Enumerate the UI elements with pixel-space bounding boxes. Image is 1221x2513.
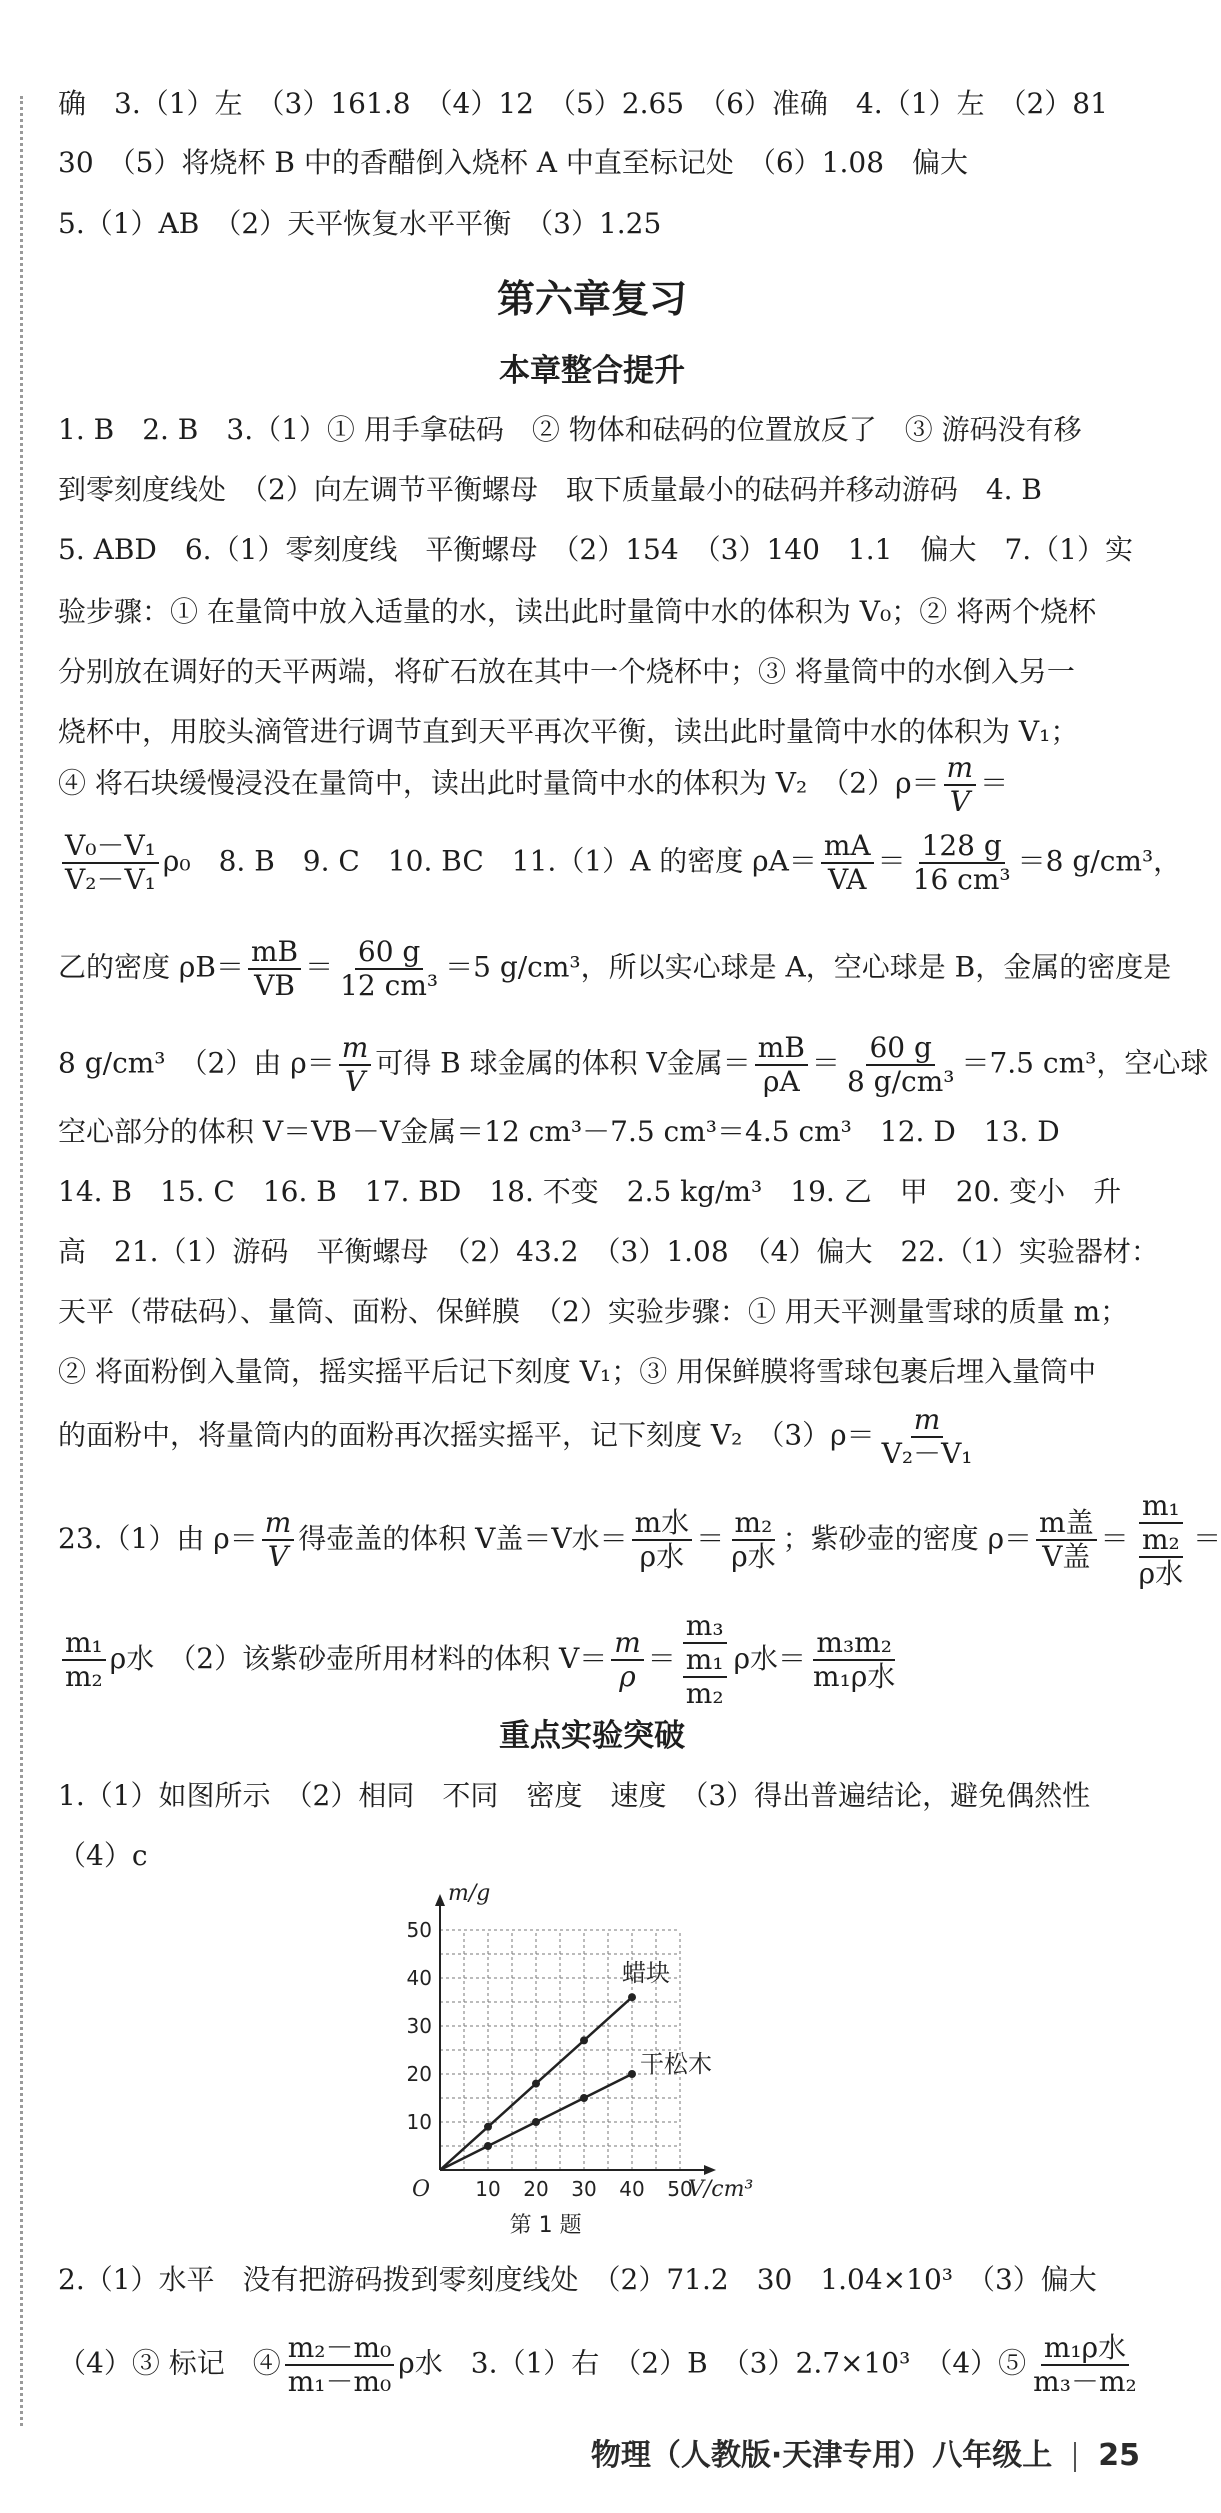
fraction: m盖 V盖 (1036, 1507, 1097, 1573)
text-line: ② 将面粉倒入量筒，摇实摇平后记下刻度 V₁；③ 用保鲜膜将雪球包裹后埋入量筒中 (58, 1355, 1097, 1388)
data-point (484, 2142, 492, 2150)
fraction: $\frac{60 g}{\text{8 g/cm³}}$ (846, 1031, 955, 1099)
text-line: 5. ABD 6.（1）零刻度线 平衡螺母 （2）154 （3）140 1.1 偏大 7.（1）实 (58, 533, 1133, 566)
formula-line: ④ 将石块缓慢浸没在量筒中，读出此时量筒中水的体积为 V₂ （2）ρ＝ $\frac{m}{V}$ ＝ (58, 751, 1009, 819)
text-line: 确 3.（1）左 （3）161.8 （4）12 （5）2.65 （6）准确 4.（1）左 （2）81 (58, 87, 1108, 120)
formula-line: 乙的密度 ρB＝ $\frac{mB}{VB}$ ＝ $\frac{60 g}{\text{12 cm³}}$ ＝5 g/cm³，所以实心球是 A，空心球是 B，金属的密度是 (58, 935, 1172, 1003)
margin-dotted-rule (20, 96, 23, 2426)
data-point (628, 1993, 636, 2001)
series-label: 蜡块 (622, 1959, 670, 1988)
formula-line: $\frac{\text{V₀－V₁}}{\text{V₂－V₁}}$ ρ₀ 8. B 9. C 10. BC 11.（1）A 的密度 ρA＝ $\frac{mA}{VA}$ ＝ $\frac{128 g}{\text{16 cm³}}$ ＝8 g/cm³， (58, 830, 1181, 896)
fraction: m₃ m₁ m₂ (680, 1610, 730, 1711)
y-axis-label: m/g (448, 1881, 491, 1906)
y-tick-label: 20 (406, 2062, 432, 2086)
text-line: 分别放在调好的天平两端，将矿石放在其中一个烧杯中；③ 将量筒中的水倒入另一 (58, 655, 1075, 688)
fraction: $\frac{60 g}{\text{12 cm³}}$ (340, 935, 439, 1003)
text-line: 空心部分的体积 V＝VB－V金属＝12 cm³－7.5 cm³＝4.5 cm³ 12. D 13. D (58, 1115, 1060, 1148)
page-number: 25 (1098, 2438, 1140, 2473)
chart-caption: 第 1 题 (509, 2213, 582, 2238)
text-line: 烧杯中，用胶头滴管进行调节直到天平再次平衡，读出此时量筒中水的体积为 V₁； (58, 715, 1079, 748)
text-line: 14. B 15. C 16. B 17. BD 18. 不变 2.5 kg/m³ 19. 乙 甲 20. 变小 升 (58, 1175, 1122, 1208)
fraction: $\frac{128 g}{\text{16 cm³}}$ (912, 829, 1011, 897)
density-chart (380, 1830, 770, 2238)
fraction: $\frac{m}{\text{V₂－V₁}}$ (881, 1403, 973, 1471)
text-line: 1. B 2. B 3.（1）① 用手拿砝码 ② 物体和砝码的位置放反了 ③ 游码没有移 (58, 413, 1082, 446)
data-point (628, 2070, 636, 2078)
text-line: 验步骤：① 在量筒中放入适量的水，读出此时量筒中水的体积为 V₀；② 将两个烧杯 (58, 595, 1097, 628)
x-axis-arrow (704, 2165, 716, 2175)
fraction: $\frac{m}{V}$ (339, 1032, 372, 1098)
fraction: $\frac{mB}{\rho A}$ (755, 1032, 808, 1098)
y-tick-label: 10 (406, 2110, 432, 2134)
data-point (484, 2123, 492, 2131)
formula-line: $\frac{\text{m₁}}{\text{m₂}}$ ρ水 （2）该紫砂壶所用材料的体积 V＝ $\frac{m}{\rho}$ ＝ m₃ m₁ m₂ ρ水＝ m₃m₂ m₁ρ水 (58, 1610, 902, 1711)
formula-line: 的面粉中，将量筒内的面粉再次摇实摇平，记下刻度 V₂ （3）ρ＝ $\frac{m}{\text{V₂－V₁}}$ (58, 1404, 980, 1470)
fraction: $\frac{\text{m₂－m₀}}{\text{m₁－m₀}}$ (285, 2332, 395, 2398)
formula-line: （4）③ 标记 ④ $\frac{\text{m₂－m₀}}{\text{m₁－m₀}}$ ρ水 3.（1）右 （2）B （3）2.7×10³ （4）⑤ m₁ρ水 m₃－m₂ (58, 2332, 1144, 2398)
text: ④ 将石块缓慢浸没在量筒中，读出此时量筒中水的体积为 V₂ （2）ρ＝ (58, 766, 940, 800)
fraction: $\frac{\text{V₀－V₁}}{\text{V₂－V₁}}$ (62, 830, 159, 896)
fraction: m₃m₂ m₁ρ水 (813, 1626, 896, 1694)
footer-divider (1074, 2442, 1076, 2472)
data-point (580, 2094, 588, 2102)
fraction: $\frac{mA}{VA}$ (821, 830, 874, 896)
fraction: $\frac{mB}{VB}$ (248, 936, 301, 1002)
y-axis-arrow (435, 1894, 445, 1906)
text-line: 2.（1）水平 没有把游码拨到零刻度线处 （2）71.2 30 1.04×10³ （3）偏大 (58, 2263, 1097, 2296)
data-point (532, 2080, 540, 2088)
text-line: （4）c (58, 1839, 148, 1872)
fraction: $\frac{m}{\rho}$ (611, 1627, 644, 1693)
section-title: 重点实验突破 (499, 1718, 685, 1754)
series-label: 干松木 (640, 2050, 712, 2078)
origin-label: O (411, 2177, 430, 2202)
text-line: 天平（带砝码）、量筒、面粉、保鲜膜 （2）实验步骤：① 用天平测量雪球的质量 m； (58, 1295, 1129, 1328)
text-line: 5.（1）AB （2）天平恢复水平平衡 （3）1.25 (58, 207, 662, 240)
fraction: m₁ρ水 m₃－m₂ (1033, 2331, 1137, 2399)
y-tick-label: 40 (406, 1966, 432, 1990)
fraction: m₂ ρ水 (731, 1506, 776, 1574)
fraction: $\frac{m}{V}$ (944, 752, 977, 818)
y-tick-label: 50 (406, 1918, 432, 1942)
fraction: m水 ρ水 (632, 1507, 693, 1573)
text-line: 高 21.（1）游码 平衡螺母 （2）43.2 （3）1.08 （4）偏大 22.（1）实验器材： (58, 1235, 1159, 1268)
fraction: $\frac{m}{V}$ (262, 1507, 295, 1573)
footer-subject: 物理（人教版·天津专用）八年级上 (590, 2438, 1053, 2473)
x-axis-label: V/cm³ (688, 2177, 754, 2202)
data-point (580, 2036, 588, 2044)
data-point (532, 2118, 540, 2126)
x-tick-label: 40 (619, 2177, 645, 2201)
formula-line: 8 g/cm³ （2）由 ρ＝ $\frac{m}{V}$ 可得 B 球金属的体积 V金属＝ $\frac{mB}{\rho A}$ ＝ $\frac{60 g}{\text{8 g/cm³}}$ ＝7.5 cm³，空心球 (58, 1031, 1209, 1099)
formula-line: 23.（1）由 ρ＝ $\frac{m}{V}$ 得壶盖的体积 V盖＝V水＝ m水 ρ水 ＝ m₂ ρ水 ；紫砂壶的密度 ρ＝ m盖 V盖 ＝ m₁ m₂ ρ水 ＝ (58, 1489, 1221, 1591)
text-line: 到零刻度线处 （2）向左调节平衡螺母 取下质量最小的砝码并移动游码 4. B (58, 473, 1043, 506)
page-footer (591, 2430, 1140, 2474)
x-tick-label: 20 (523, 2177, 549, 2201)
chapter-title: 第六章复习 (496, 277, 687, 321)
y-tick-label: 30 (406, 2014, 432, 2038)
x-tick-label: 10 (475, 2177, 501, 2201)
fraction: $\frac{\text{m₁}}{\text{m₂}}$ (62, 1627, 106, 1693)
section-title: 本章整合提升 (499, 353, 685, 389)
x-tick-label: 30 (571, 2177, 597, 2201)
text-line: 1.（1）如图所示 （2）相同 不同 密度 速度 （3）得出普遍结论，避免偶然性 (58, 1779, 1091, 1812)
x-tick-label: 50 (667, 2177, 693, 2201)
fraction: m₁ m₂ ρ水 (1138, 1489, 1184, 1591)
text-line: 30 （5）将烧杯 B 中的香醋倒入烧杯 A 中直至标记处 （6）1.08 偏大 (58, 146, 969, 179)
